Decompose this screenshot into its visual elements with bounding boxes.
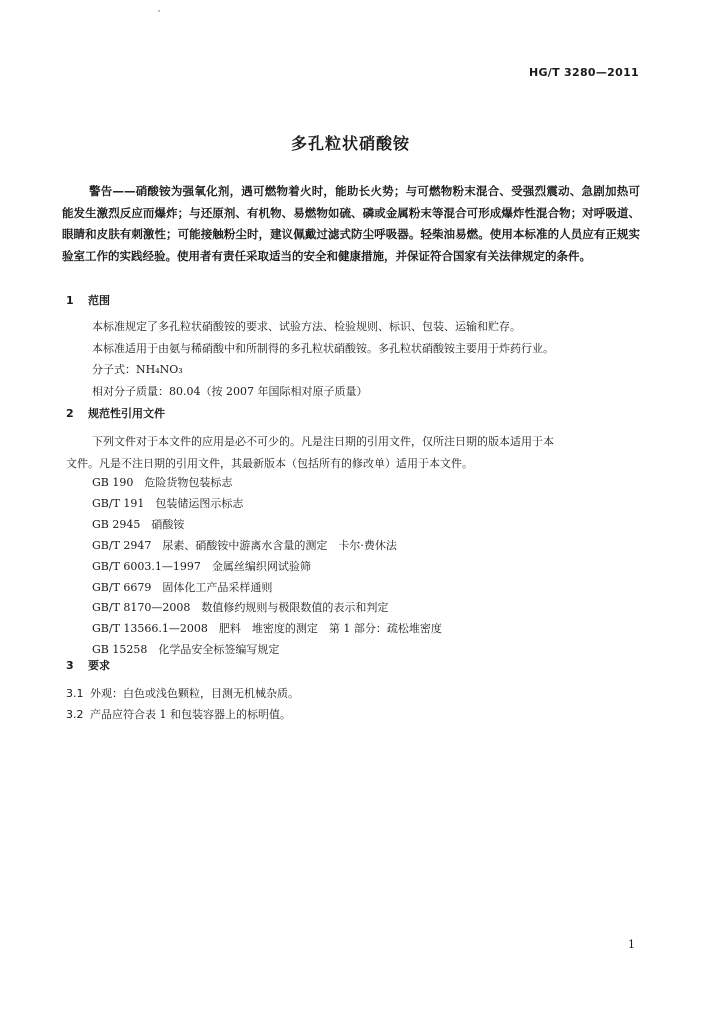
reference-item: GB/T 6003.1—1997 金属丝编织网试验筛 [92,559,311,573]
reference-list [92,473,640,661]
reference-item: GB/T 2947 尿素、硝酸铵中游离水含量的测定 卡尔·费休法 [92,538,397,552]
section-2-heading [66,405,165,421]
reference-item: GB/T 191 包装储运图示标志 [92,496,244,510]
section-number: 3 [66,659,74,672]
reference-item: GB 190 危险货物包装标志 [92,476,233,489]
document-title: 多孔粒状硝酸铵 [290,134,410,153]
requirement-item [66,683,640,704]
reference-item: GB/T 8170—2008 数值修约规则与极限数值的表示和判定 [92,601,389,615]
warning-paragraph: 警告——硝酸铵为强氧化剂，遇可燃物着火时，能助长火势；与可燃物粉末混合、受强烈震动、急剧加热可能发生激烈反应而爆炸；与还原剂、有机物、易燃物如硫、磷或金属粉末等混合可形成爆炸性混合物；对呼吸道、眼睛和皮肤有刺激性；可能接触粉尘时，建议佩戴过滤式防尘呼吸器。轻柴油易燃。使用本标准的人员应有正规实验室工作的实践经验。使用者有责任采取适当的安全和健康措施，并保证符合国家有关法律规定的条件。 [62,184,640,263]
section-number: 2 [66,407,74,420]
reference-item: GB/T 13566.1—2008 肥料 堆密度的测定 第 1 部分：疏松堆密度 [92,622,442,636]
reference-item: GB/T 6679 固体化工产品采样通则 [92,580,273,594]
scope-line: 本标准适用于由氨与稀硝酸中和所制得的多孔粒状硝酸铵。多孔粒状硝酸铵主要用于炸药行业。 [92,341,554,355]
molecular-mass: 相对分子质量：80.04（按 2007 年国际相对原子质量） [92,384,368,398]
section-2-intro [66,431,640,474]
section-title: 规范性引用文件 [88,407,165,420]
reference-item: GB 2945 硝酸铵 [92,517,185,531]
clause-text: 外观：白色或浅色颗粒，目测无机械杂质。 [90,687,299,700]
reference-item: GB 15258 化学品安全标签编写规定 [92,643,280,657]
requirements-list [66,683,640,725]
clause-number: 3.2 [66,708,84,721]
standard-code: HG/T 3280—2011 [528,66,639,79]
section-title: 要求 [88,659,110,672]
requirement-item [66,704,640,725]
section-1-heading [66,292,110,308]
section-3-heading [66,657,110,673]
section-title: 范围 [88,294,110,307]
scan-speck [158,10,160,12]
clause-number: 3.1 [66,687,84,700]
section-1-body [66,316,640,402]
intro-line: 文件。凡是不注日期的引用文件，其最新版本（包括所有的修改单）适用于本文件。 [66,456,473,470]
page-number: 1 [628,938,635,951]
section-number: 1 [66,294,74,307]
scope-line: 本标准规定了多孔粒状硝酸铵的要求、试验方法、检验规则、标识、包装、运输和贮存。 [92,320,521,333]
intro-line: 下列文件对于本文件的应用是必不可少的。凡是注日期的引用文件，仅所注日期的版本适用于本 [92,435,554,448]
molecular-formula: 分子式：NH₄NO₃ [92,363,183,376]
clause-text: 产品应符合表 1 和包装容器上的标明值。 [90,708,291,721]
